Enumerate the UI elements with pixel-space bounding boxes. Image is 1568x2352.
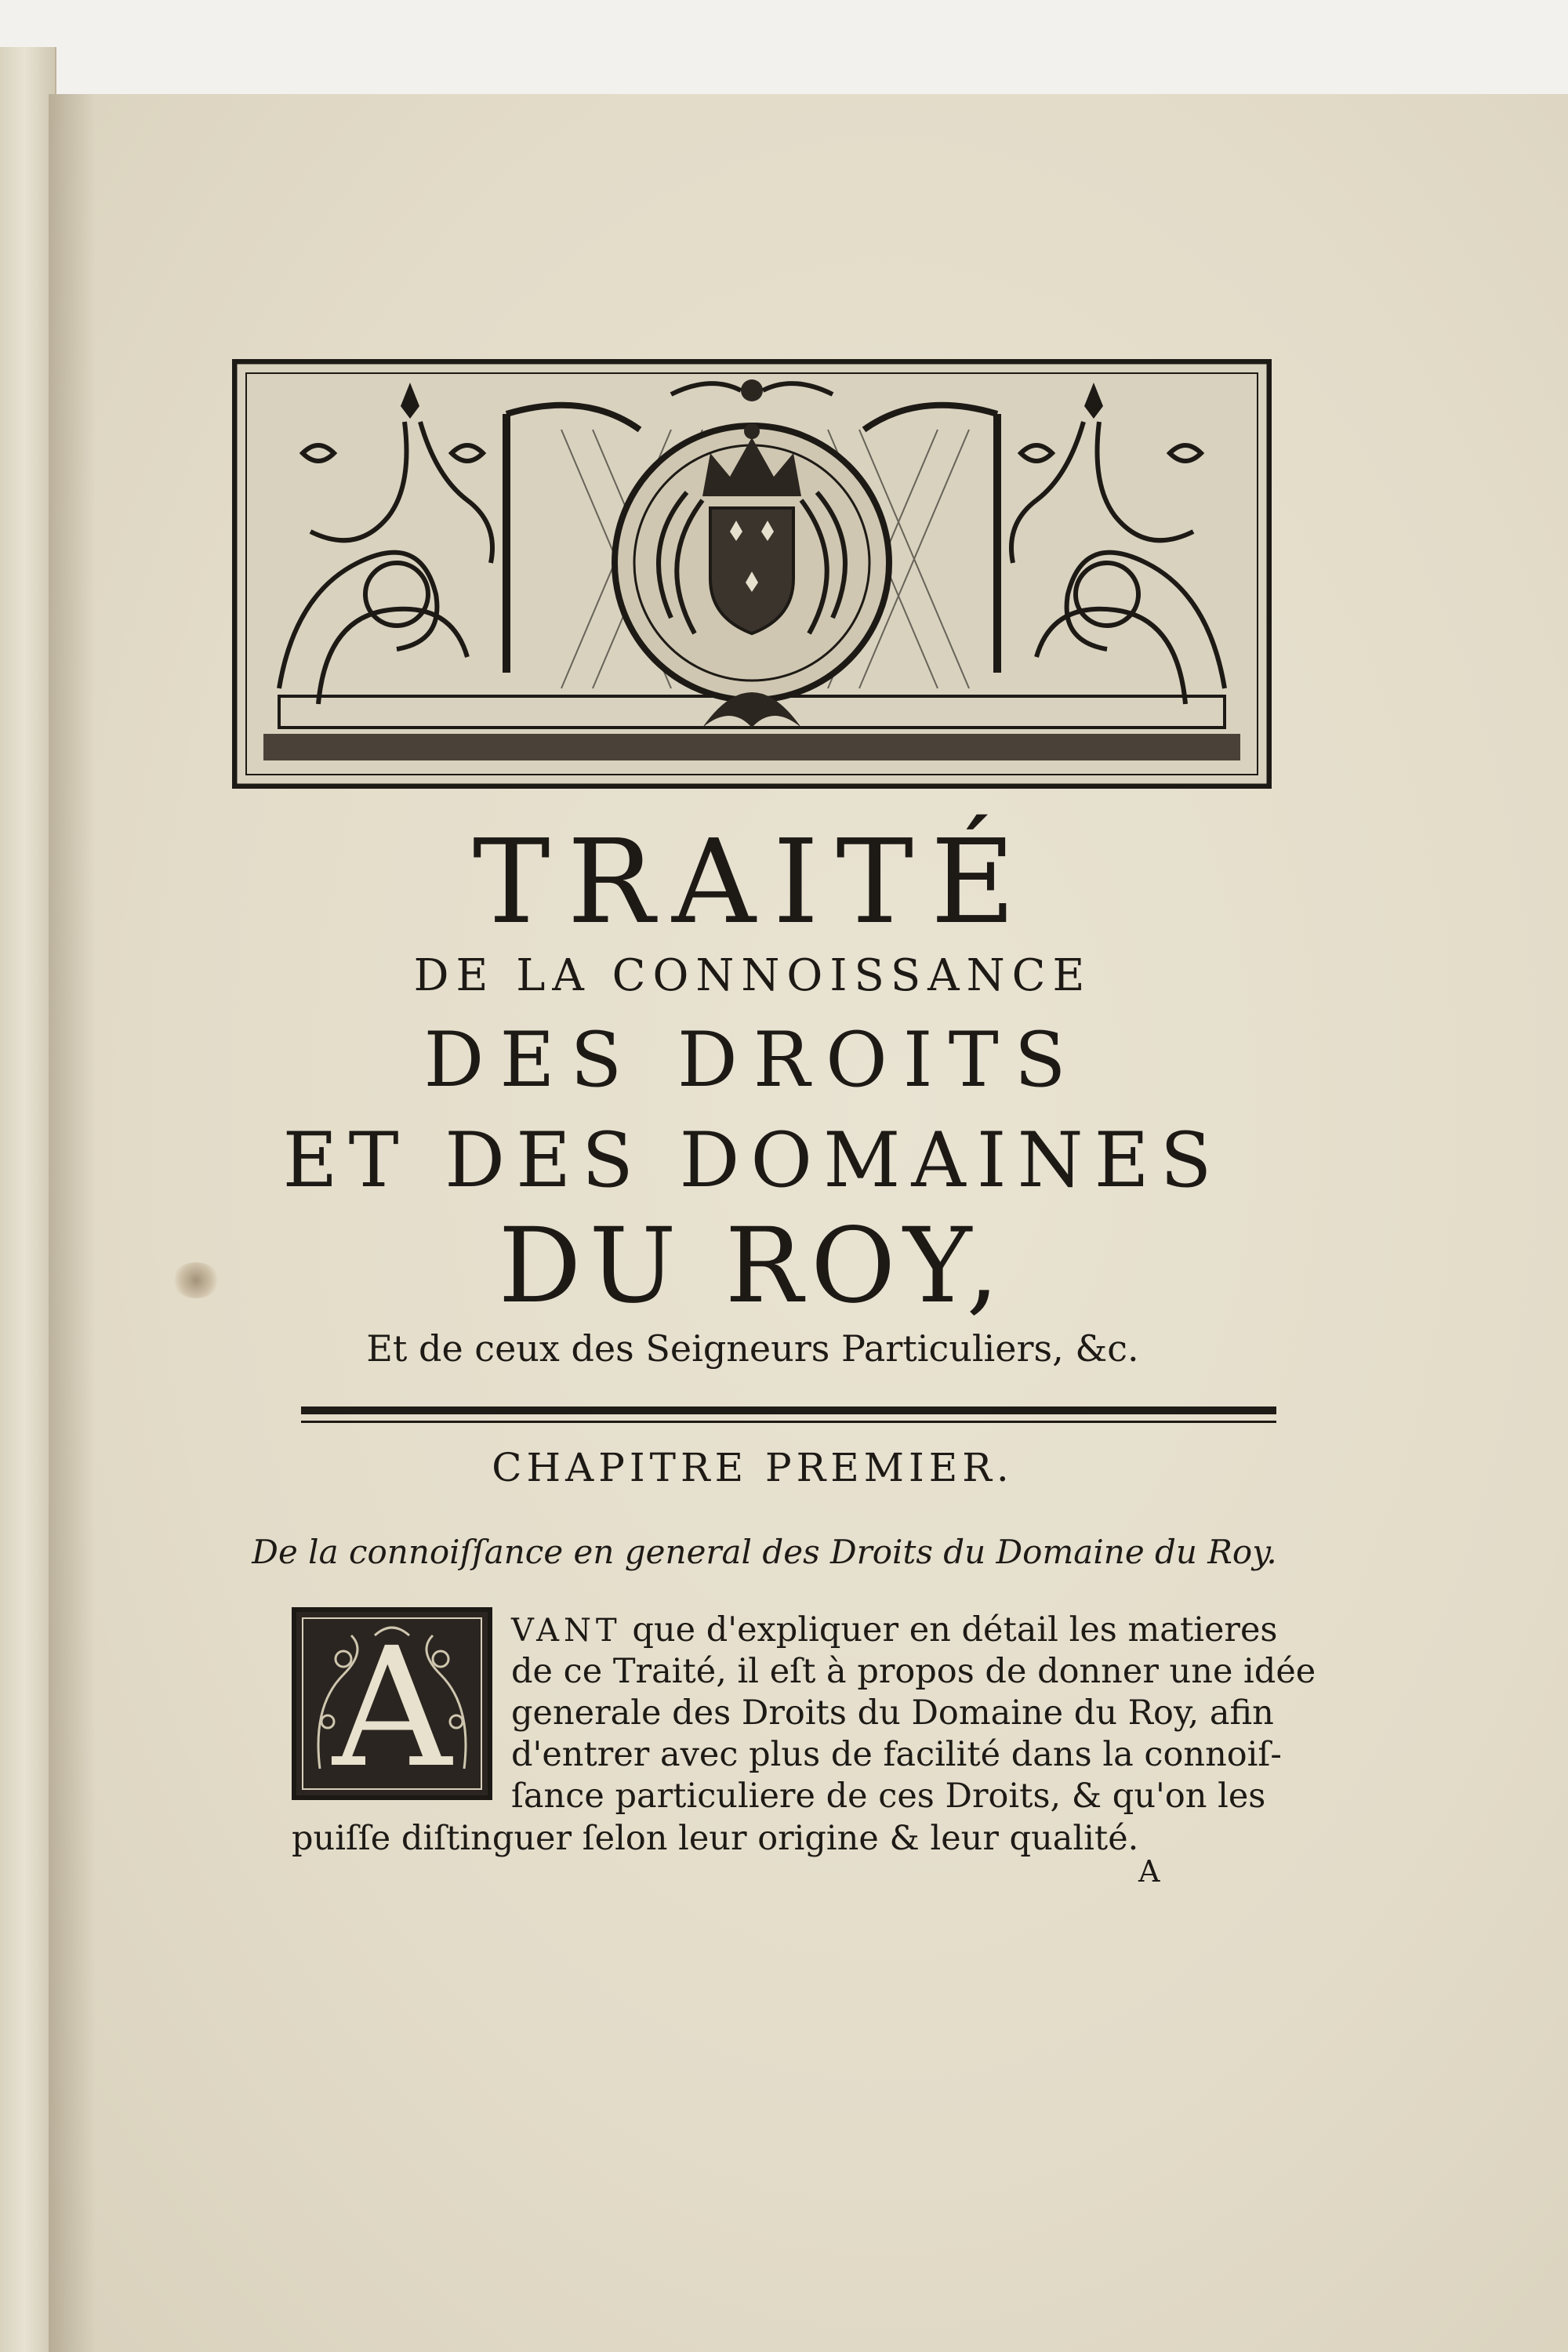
paragraph-first-word: VANT: [511, 1613, 622, 1649]
title-du-roy: DU ROY,: [498, 1206, 1007, 1327]
gutter-shadow: [49, 94, 96, 2352]
paragraph-line-2: de ce Traité, il eſt à propos de donner une idée: [511, 1652, 1316, 1691]
paragraph-line-6: puiſſe diſtinguer ſelon leur origine & leur qualité.: [292, 1819, 1139, 1858]
title-de-la-connoissance: DE LA CONNOISSANCE: [413, 950, 1092, 1001]
chapter-heading: CHAPITRE PREMIER.: [492, 1445, 1014, 1490]
signature-mark: A: [1138, 1854, 1160, 1889]
drop-cap-ornament-icon: [292, 1607, 492, 1804]
double-rule-thick: [301, 1406, 1276, 1414]
title-traite: TRAITÉ: [472, 815, 1033, 949]
paragraph-line-3: generale des Droits du Domaine du Roy, afin: [511, 1693, 1274, 1733]
paragraph-line-1-text: que d'expliquer en détail les matieres: [621, 1610, 1278, 1650]
paragraph-line-4: d'entrer avec plus de facilité dans la connoiſ-: [511, 1735, 1282, 1774]
headpiece-ornament-icon: [232, 359, 1272, 789]
chapter-subtitle: De la connoiſſance en general des Droits du Domaine du Roy.: [252, 1533, 1277, 1571]
double-rule-thin: [301, 1421, 1276, 1423]
foxing-stain: [172, 1262, 220, 1298]
drop-cap-letter: A: [332, 1612, 452, 1804]
title-des-droits: DES DROITS: [423, 1016, 1082, 1104]
paragraph-line-5: ſance particuliere de ces Droits, & qu'on les: [511, 1777, 1266, 1816]
paragraph-line-1: [511, 1609, 1278, 1652]
title-seigneurs-particuliers: Et de ceux des Seigneurs Particuliers, &c.: [366, 1327, 1139, 1370]
title-et-des-domaines: ET DES DOMAINES: [282, 1116, 1223, 1204]
